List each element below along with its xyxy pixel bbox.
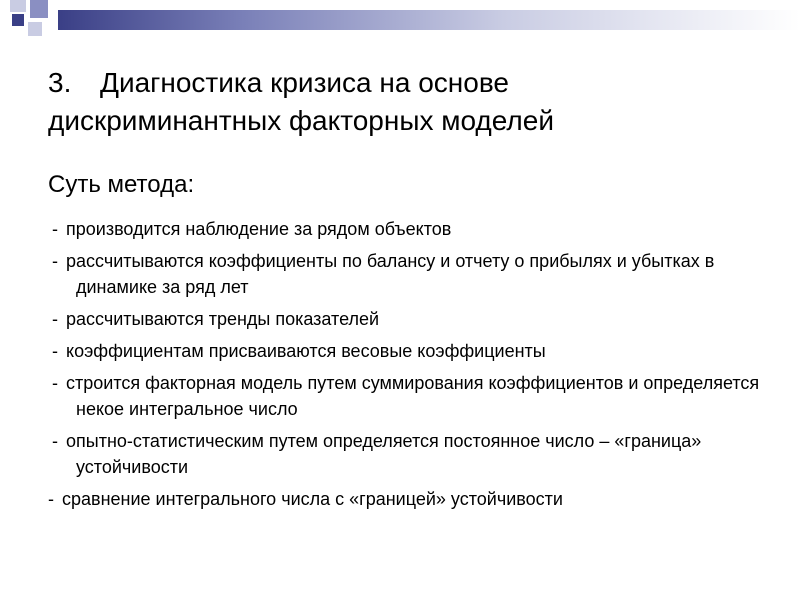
title-line-1: Диагностика кризиса на основе (100, 67, 509, 98)
list-item-text: сравнение интегрального числа с «границей» устойчивости (62, 489, 563, 509)
list-dash: - (52, 431, 58, 451)
list-item (48, 486, 760, 512)
list-item (48, 428, 760, 480)
list-item-text: рассчитываются коэффициенты по балансу и отчету о прибылях и убытках в динамике за ряд лет (66, 251, 715, 297)
list-item (48, 216, 760, 242)
method-subheading: Суть метода: (48, 171, 195, 198)
list-item-text: опытно-статистическим путем определяется постоянное число – «граница» устойчивости (66, 431, 702, 477)
list-item (48, 306, 760, 332)
list-dash: - (52, 219, 58, 239)
title-number: 3. (48, 67, 72, 98)
header-decoration (0, 0, 800, 60)
title-line-2: дискриминантных факторных моделей (48, 105, 554, 136)
decor-square-mid (30, 0, 48, 18)
list-item-text: строится факторная модель путем суммирования коэффициентов и определяется некое интегральное число (66, 373, 760, 419)
list-dash: - (48, 489, 54, 509)
list-dash: - (52, 251, 58, 271)
header-gradient-bar (58, 10, 800, 30)
method-steps-list (48, 216, 760, 518)
list-item-text: рассчитываются тренды показателей (66, 309, 380, 329)
slide-title (48, 64, 768, 140)
list-dash: - (52, 309, 58, 329)
list-item (48, 338, 760, 364)
decor-square-light (28, 22, 42, 36)
list-item (48, 248, 760, 300)
list-item-text: производится наблюдение за рядом объектов (66, 219, 452, 239)
list-dash: - (52, 341, 58, 361)
list-dash: - (52, 373, 58, 393)
decor-square-light-top (10, 0, 26, 12)
decor-square-dark (12, 14, 24, 26)
list-item (48, 370, 760, 422)
list-item-text: коэффициентам присваиваются весовые коэффициенты (66, 341, 546, 361)
